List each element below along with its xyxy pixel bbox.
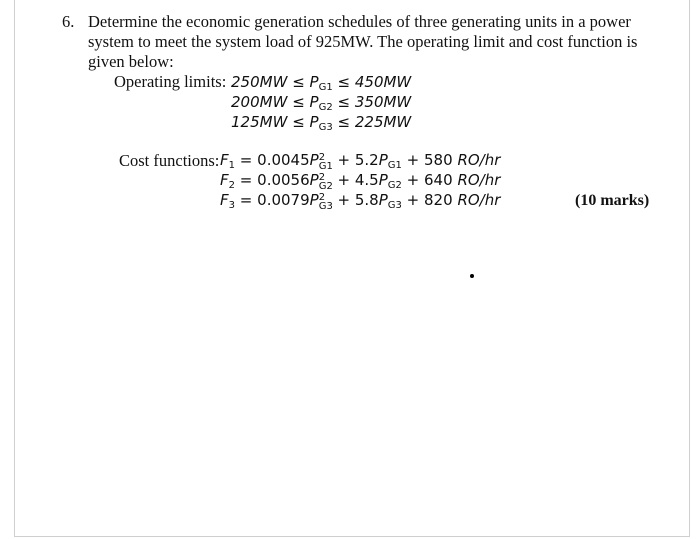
limit-row-2: $200MW \le P_{G2} \le 350MW$ bbox=[231, 93, 412, 113]
operating-limits-label: Operating limits: bbox=[114, 72, 227, 91]
cost-function-2: $F_2 = 0.0056P$ 2 G2 + $4.5P_{G2} + 640$ RO/hr bbox=[220, 171, 501, 192]
question-number: 6. bbox=[62, 12, 75, 31]
question-text: Determine the economic generation schedules of three generating units in a power system to meet the system load of 925MW. The operating limit and cost function is given below: bbox=[88, 12, 638, 71]
limit-row-3: $125MW \le P_{G3} \le 225MW$ bbox=[231, 113, 412, 133]
cost-functions-label: Cost functions: bbox=[119, 151, 220, 170]
stray-dot bbox=[470, 274, 474, 278]
cost-function-1: $F_1 = 0.0045P$ 2 G1 + $5.2P_{G1} + 580$ RO/hr bbox=[220, 151, 501, 172]
marks-label: (10 marks) bbox=[575, 192, 650, 209]
limit-row-1: $250MW \le P_{G1} \le 450MW$ bbox=[231, 73, 412, 93]
cost-function-3: $F_3 = 0.0079P$ 2 G3 + $5.8P_{G3} + 820$ RO/hr bbox=[220, 191, 501, 212]
